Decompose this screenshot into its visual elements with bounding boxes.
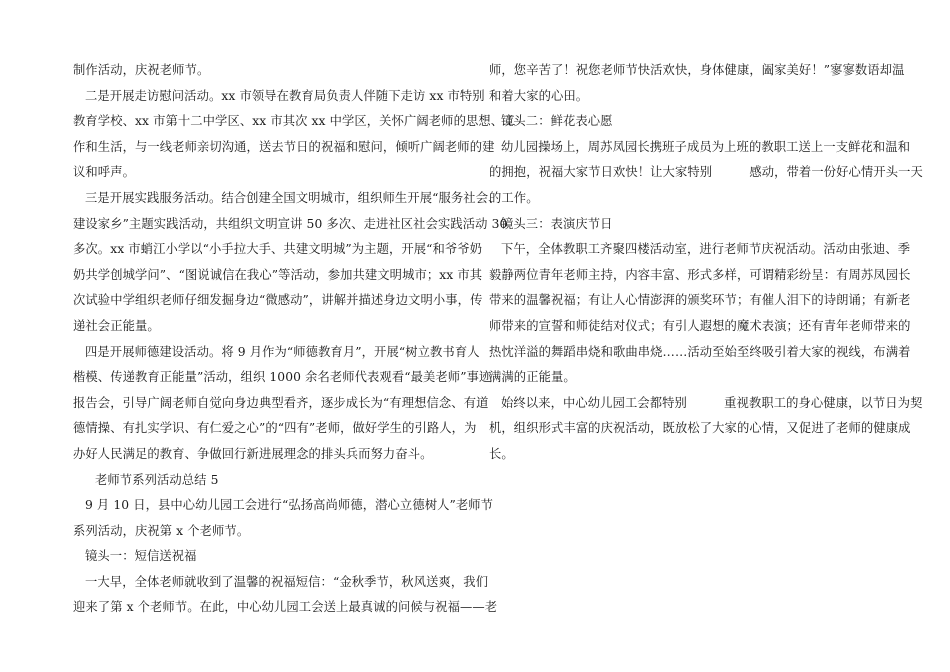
text-line: 下午，全体教职工齐聚四楼活动室，进行老师节庆祝活动。活动由张迪、季: [501, 242, 911, 257]
text-line: 长。: [489, 446, 514, 461]
text-line: 镜头二：鲜花表心愿: [501, 114, 613, 129]
text-line: 始终以来，中心幼儿园工会都特别 重视教职工的身心健康，以节日为契: [501, 395, 923, 410]
text-line: 制作活动，庆祝老师节。: [73, 63, 210, 77]
text-line: 递社会正能量。: [73, 318, 160, 333]
text-line: 多次。xx 市蛸江小学以“小手拉大手、共建文明城”为主题，开展“和爷爷奶: [73, 242, 483, 257]
text-line: 师，您辛苦了！祝您老师节快活欢快，身体健康，阖家美好！”寥寥数语却温: [489, 63, 905, 77]
text-line: 办好人民满足的教育、争做回行新进展理念的排头兵而努力奋斗。: [73, 446, 433, 461]
text-line: 次试验中学组织老师仔细发掘身边“微感动”，讲解并描述身边文明小事，传: [73, 293, 483, 308]
text-line: 老师节系列活动总结 5: [95, 472, 219, 487]
text-line: 奶共学创城学问”、“图说诚信在我心”等活动，参加共建文明城市；xx 市其: [73, 267, 483, 282]
text-line: 镜头一：短信送祝福: [85, 549, 197, 564]
text-line: 热忱洋溢的舞蹈串烧和歌曲串烧……活动至始至终吸引着大家的视线，布满着: [489, 344, 911, 359]
right-column: [489, 58, 923, 468]
text-line: 建设家乡”主题实践活动，共组织文明宣讲 50 多次、走进社区社会实践活动 30: [73, 216, 508, 231]
text-line: 9 月 10 日，县中心幼儿园工会进行“弘扬高尚师德，潜心立德树人”老师节: [85, 498, 494, 513]
text-line: 满满的正能量。: [489, 370, 576, 385]
text-line: 幼儿园操场上，周苏凤园长携班子成员为上班的教职工送上一支鲜花和温和: [501, 139, 911, 154]
text-line: 四是开展师德建设活动。将 9 月作为“师德教育月”，开展“树立教书育人: [85, 344, 480, 359]
text-line: 作和生活，与一线老师亲切沟通，送去节日的祝福和慰问，倾听广阔老师的建: [73, 139, 495, 154]
text-line: 一大早，全体老师就收到了温馨的祝福短信：“金秋季节，秋风送爽，我们: [85, 574, 489, 589]
text-line: 师带来的宣誓和师徒结对仪式；有引人遐想的魔术表演；还有青年老师带来的: [489, 318, 911, 333]
text-line: 毅静两位青年老师主持，内容丰富、形式多样，可谓精彩纷呈：有周苏凤园长: [489, 267, 911, 282]
text-line: 议和呼声。: [73, 165, 135, 180]
text-line: 系列活动，庆祝第 x 个老师节。: [73, 523, 250, 538]
text-line: 带来的温馨祝福；有让人心情澎湃的颁奖环节；有催人泪下的诗朗诵；有新老: [489, 293, 911, 308]
text-line: 德情操、有扎实学识、有仁爱之心”的“四有”老师，做好学生的引路人，为: [73, 421, 477, 436]
text-line: 机，组织形式丰富的庆祝活动，既放松了大家的心情，又促进了老师的健康成: [489, 421, 911, 436]
text-line: 教育学校、xx 市第十二中学区、xx 市其次 xx 中学区，关怀广阔老师的思想、工: [73, 114, 516, 129]
text-line: 三是开展实践服务活动。结合创建全国文明城市，组织师生开展“服务社会、: [85, 190, 501, 205]
text-line: 楷模、传递教育正能量”活动，组织 1000 余名老师代表观看“最美老师”事迹: [73, 370, 492, 385]
text-line: 和着大家的心田。: [489, 88, 589, 103]
text-line: 镜头三：表演庆节日: [501, 216, 613, 231]
text-line: 的工作。: [489, 190, 539, 205]
text-line: 报告会，引导广阔老师自觉向身边典型看齐，逐步成长为“有理想信念、有道: [73, 395, 489, 410]
text-line: 迎来了第 x 个老师节。在此，中心幼儿园工会送上最真诚的问候与祝福——老: [73, 600, 498, 615]
text-line: 二是开展走访慰问活动。xx 市领导在教育局负责人伴随下走访 xx 市特别: [85, 88, 485, 103]
text-line: 的拥抱，祝福大家节日欢快！让大家特别 感动，带着一份好心情开头一天: [489, 165, 923, 180]
